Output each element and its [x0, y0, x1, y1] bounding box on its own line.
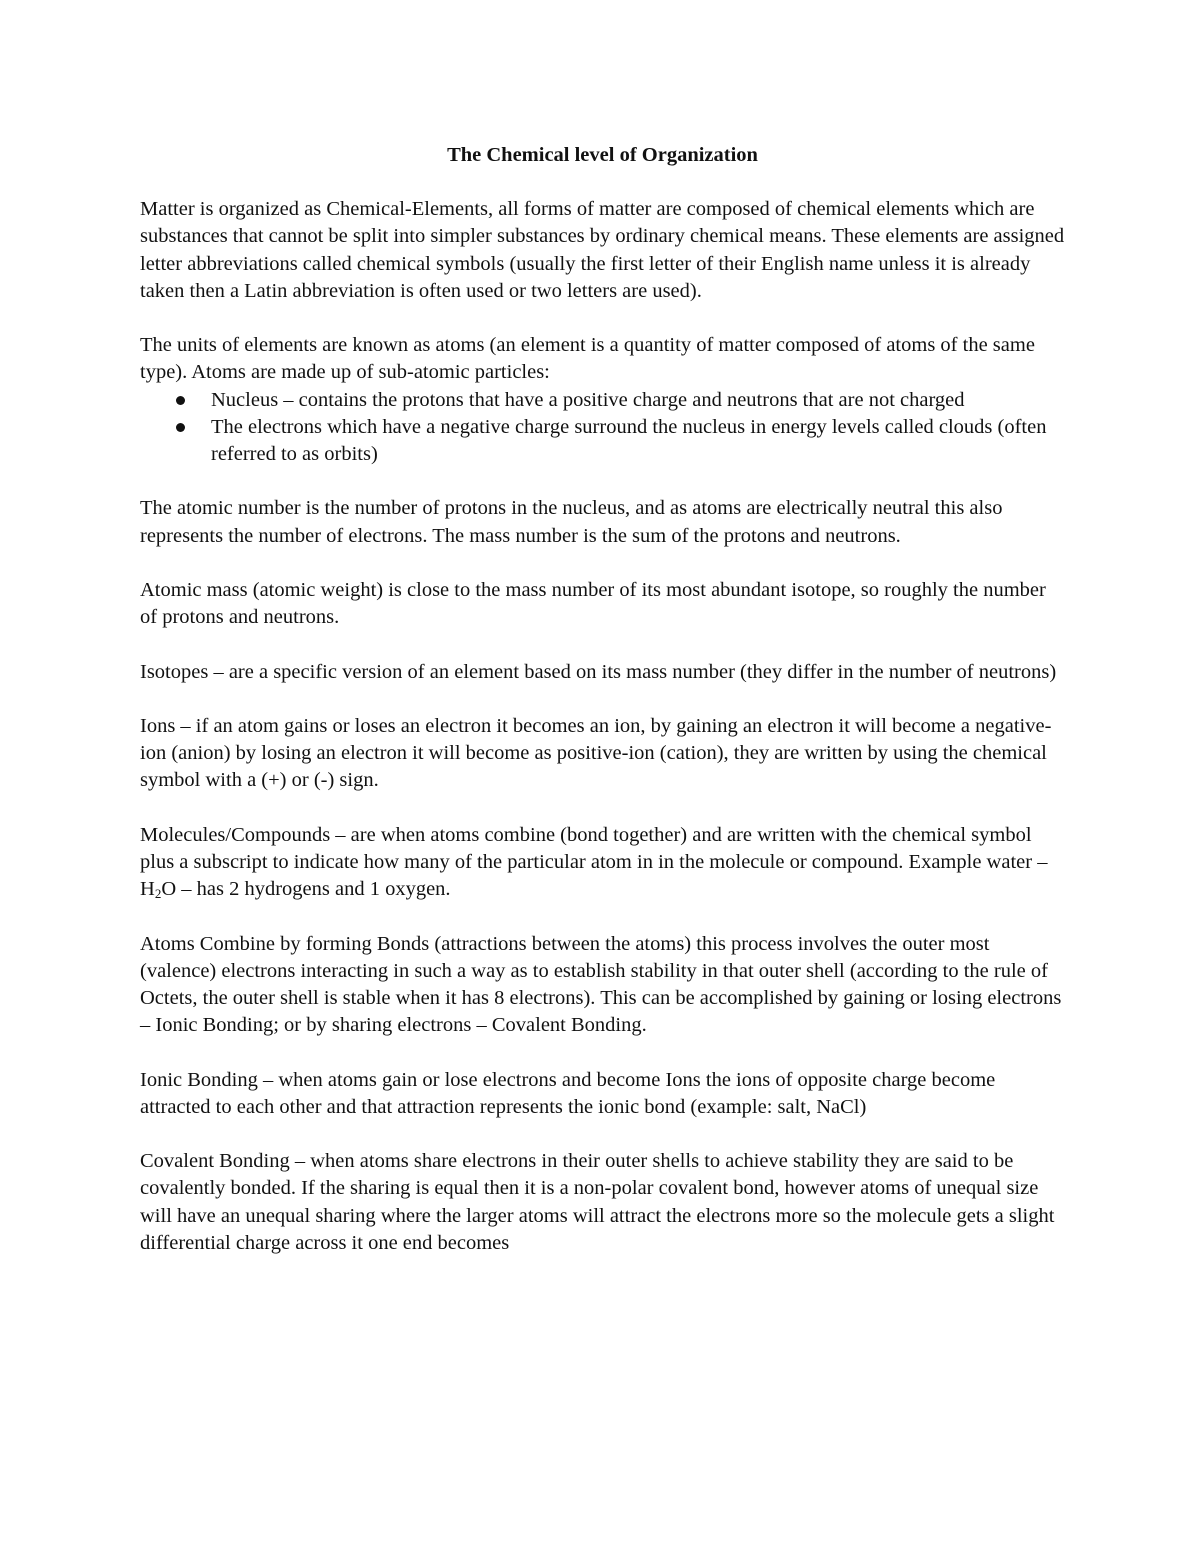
paragraph-covalent-bonding: Covalent Bonding – when atoms share electrons in their outer shells to achieve stability they are said to be covalently bonded. If the sharing is equal then it is a non-polar covalent bond, however atoms of unequal size will have an unequal sharing where the larger atoms will attract the electrons more so the molecule gets a slight differential charge across it one end becomes [140, 1150, 1055, 1254]
list-item-text: Nucleus – contains the protons that have a positive charge and neutrons that are not charged [211, 388, 965, 411]
subatomic-particles-list [140, 387, 1065, 469]
bullet-icon [176, 423, 185, 432]
paragraph-atomic-number: The atomic number is the number of protons in the nucleus, and as atoms are electrically neutral this also represents the number of electrons. The mass number is the sum of the protons and neutrons. [140, 497, 1003, 547]
document-title: The Chemical level of Organization [447, 144, 758, 166]
paragraph-atomic-mass: Atomic mass (atomic weight) is close to the mass number of its most abundant isotope, so roughly the number of protons and neutrons. [140, 579, 1046, 629]
paragraph-chemical-elements: Matter is organized as Chemical-Elements, all forms of matter are composed of chemical elements which are substances that cannot be split into simpler substances by ordinary chemical means. These elements are assigned letter abbreviations called chemical symbols (usually the first letter of their English name unless it is already taken then a Latin abbreviation is often used or two letters are used). [140, 198, 1065, 302]
subscript-2: 2 [154, 886, 162, 902]
paragraph-isotopes: Isotopes – are a specific version of an element based on its mass number (they differ in the number of neutrons) [140, 660, 1057, 683]
paragraph-molecules [140, 822, 1065, 904]
molecules-text-start: Molecules/Compounds – are when atoms combine (bond together) and are written with the chemical symbol plus a subscript to indicate how many of the particular atom in in the molecule or compound. Example water – H [140, 823, 1048, 901]
molecules-text-end: O – has 2 hydrogens and 1 oxygen. [161, 878, 451, 901]
list-item-text: The electrons which have a negative charge surround the nucleus in energy levels called clouds (often referred to as orbits) [211, 415, 1047, 466]
list-item-electrons [140, 414, 1065, 468]
document-page [140, 142, 1065, 1284]
list-item-nucleus [140, 387, 1065, 414]
paragraph-atoms: The units of elements are known as atoms (an element is a quantity of matter composed of atoms of the same type). Atoms are made up of sub-atomic particles: [140, 334, 1035, 384]
paragraph-bonds: Atoms Combine by forming Bonds (attractions between the atoms) this process involves the outer most (valence) electrons interacting in such a way as to establish stability in that outer shell (according to the rule of Octets, the outer shell is stable when it has 8 electrons). This can be accomplished by gaining or losing electrons – Ionic Bonding; or by sharing electrons – Covalent Bonding. [140, 932, 1062, 1037]
paragraph-ionic-bonding: Ionic Bonding – when atoms gain or lose electrons and become Ions the ions of opposite charge become attracted to each other and that attraction represents the ionic bond (example: salt, NaCl) [140, 1068, 996, 1118]
paragraph-ions: Ions – if an atom gains or loses an electron it becomes an ion, by gaining an electron it will become a negative-ion (anion) by losing an electron it will become as positive-ion (cation), they are written by using the chemical symbol with a (+) or (-) sign. [140, 714, 1052, 792]
bullet-icon [176, 396, 185, 405]
